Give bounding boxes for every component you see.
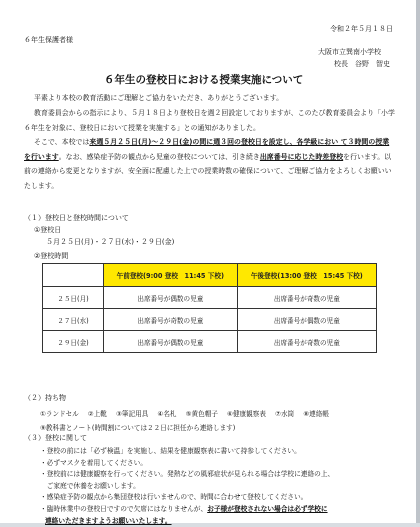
list-item: ①ランドセル	[40, 410, 79, 418]
notice-text: 教育委員会からの指示により、５月１８日より登校日を週２回設定しておりますが、このたび教育委員会より「小学６年生を対象に、登校日において授業を実施する」との通知がありました。	[24, 109, 395, 132]
plan-highlight-staggered: 出席番号に応じた時差登校	[259, 152, 344, 161]
list-item: ②上靴	[87, 410, 107, 418]
afternoon-header: 午後登校(13:00 登校 15:45 下校)	[237, 264, 376, 287]
school-times-label: ②登校時間	[34, 252, 69, 260]
plan-lead: そこで、本校では	[34, 138, 90, 146]
morning-group: 出席番号が偶数の児童	[104, 287, 238, 309]
school-days-label: ①登校日	[34, 226, 62, 234]
schedule-header-row	[43, 264, 377, 287]
morning-group: 出席番号が奇数の児童	[104, 309, 238, 331]
recipient: ６年生保護者様	[24, 36, 73, 44]
plan-tail: を行います。以前の連絡から変更となりますが、安全面に配慮した上での授業時数の確保について、ご理解ご協力をよろしくお願いいたします。	[24, 152, 392, 190]
note-last-emphasis-cont: 連絡いただきますようお願いいたします。	[45, 516, 172, 525]
note-item: ・感染症予防の観点から集団登校は行いませんので、時間に合わせて登校してください。	[40, 493, 308, 502]
intro-paragraph	[24, 91, 396, 106]
principal-name: 校長 谷野 智史	[334, 60, 390, 68]
note-item-last	[40, 504, 410, 516]
table-row	[43, 331, 377, 353]
plan-paragraph	[24, 135, 396, 193]
list-item: ④名札	[157, 410, 177, 418]
section1-heading: （１）登校日と登校時間について	[24, 214, 129, 222]
belongings-list	[40, 407, 400, 435]
section2-heading: （２）持ち物	[24, 394, 66, 402]
note-last-emphasis: お子様が登校されない場合は必ず学校に	[207, 504, 328, 513]
page-title: ６年生の登校日における授業実施について	[104, 74, 304, 86]
schedule-day: ２５日(月)	[43, 287, 104, 309]
note-item: ご家庭で休養をお願いします。	[40, 481, 140, 490]
note-last-text: ・臨時休業中の登校日ですので欠席にはなりませんが、	[40, 504, 208, 513]
belongings-row	[40, 407, 400, 421]
list-item: ③筆記用具	[116, 410, 149, 418]
list-item: ⑤黄色帽子	[185, 410, 218, 418]
schedule-corner	[43, 264, 104, 287]
table-row	[43, 309, 377, 331]
issue-date: 令和２年５月１８日	[330, 25, 393, 33]
notice-paragraph	[24, 106, 396, 135]
table-row	[43, 287, 377, 309]
list-item: ⑦水筒	[275, 410, 295, 418]
school-days: ５月２５日(月)・２７日(水)・２９日(金)	[46, 238, 175, 246]
schedule-day: ２９日(金)	[43, 331, 104, 353]
list-item: ⑥健康観察表	[227, 410, 266, 418]
section3-heading: （３）登校に関して	[24, 434, 87, 442]
afternoon-group: 出席番号が偶数の児童	[237, 309, 376, 331]
plan-mid: 。なお、感染症予防の観点から児童の登校については、引き続き	[58, 152, 260, 161]
schedule-table	[42, 263, 377, 353]
note-item: ・登校前には健康観察を行ってください。発熱などの風邪症状が見られる場合は学校に連絡の上、	[40, 470, 335, 479]
school-name: 大阪市立巽南小学校	[318, 48, 381, 56]
page-edge-shadow	[416, 0, 420, 523]
list-item: ⑨教科書とノート(時間割については２２日に担任から連絡します)	[40, 424, 236, 432]
intro-text: 平素より本校の教育活動にご理解とご協力をいただき、ありがとうございます。	[34, 94, 284, 102]
morning-header: 午前登校(9:00 登校 11:45 下校)	[104, 264, 238, 287]
note-item: ・必ずマスクを着用してください。	[40, 458, 147, 467]
attendance-notes	[40, 446, 410, 527]
list-item: ⑧連絡帳	[303, 410, 329, 418]
plan-highlight-days: 来週５月２５日(月)～２９日(金)の間に週３回の登校日を設定し、各学級におい て３時間の授業を行います	[24, 138, 390, 161]
schedule-day: ２７日(水)	[43, 309, 104, 331]
note-item: ・登校の前には「必ず検温」を実施し、結果を健康観察表に書いて持参してください。	[40, 447, 301, 455]
afternoon-group: 出席番号が奇数の児童	[237, 331, 376, 353]
afternoon-group: 出席番号が奇数の児童	[237, 287, 376, 309]
morning-group: 出席番号が偶数の児童	[104, 331, 238, 353]
